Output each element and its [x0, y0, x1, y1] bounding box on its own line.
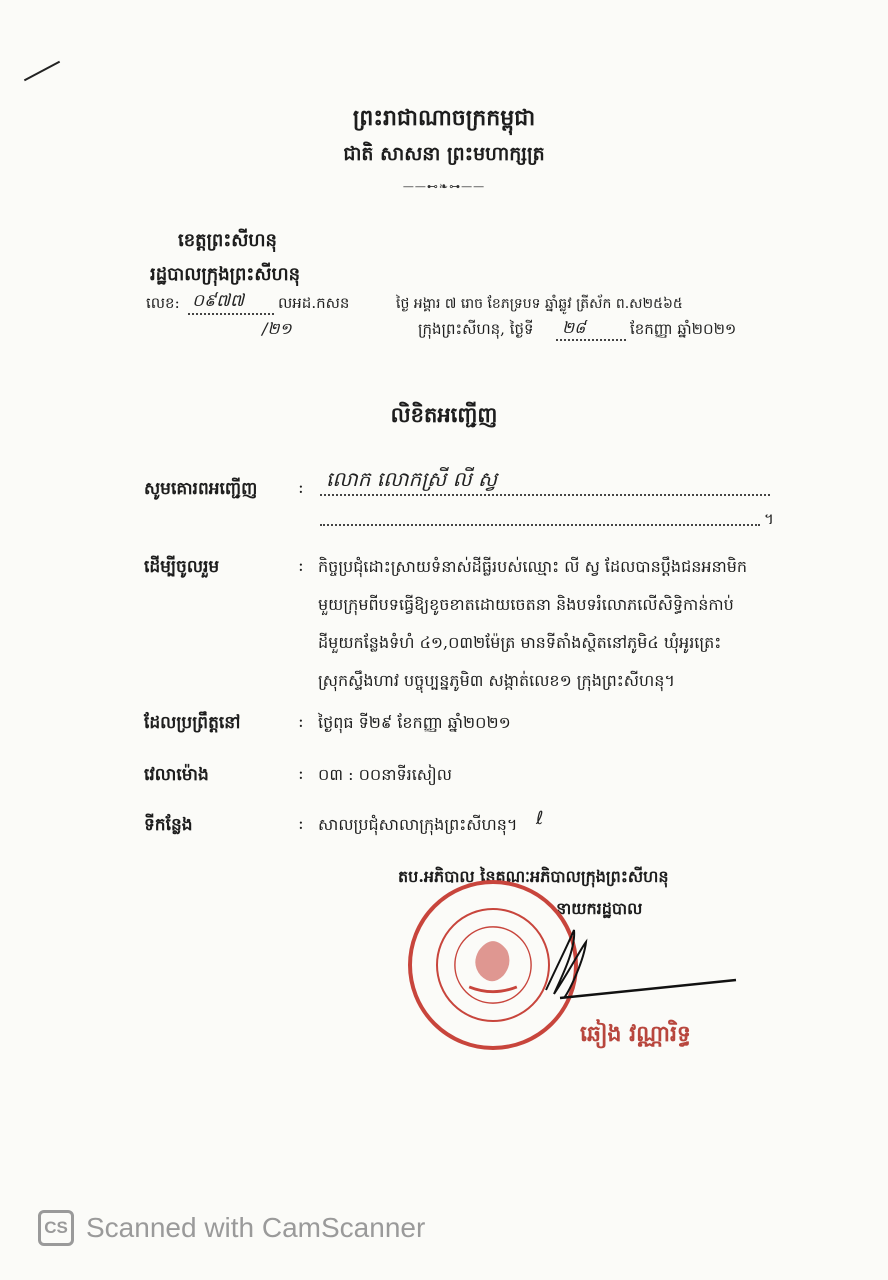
signatory-position: នាយករដ្ឋបាល [556, 899, 643, 918]
place-handwritten-mark: ℓ [536, 808, 544, 829]
purpose-line-4: ស្រុកស្ទឹងហាវ បច្ចុប្បន្នភូមិ៣ សង្កាត់លេខ១ ក្រុងព្រះសីហនុ។ [318, 671, 675, 690]
ref-prefix: លេខ: [146, 294, 180, 312]
time-colon: : [298, 764, 304, 784]
issuer-administration: រដ្ឋបាលក្រុងព្រះសីហនុ [150, 264, 301, 285]
motto: ជាតិ សាសនា ព្រះមហាក្សត្រ [343, 143, 545, 165]
date-colon: : [298, 712, 304, 732]
purpose-line-3: ដីមួយកន្លែងទំហំ ៤១,០៣២ម៉ែត្រ មានទីតាំងស្ថិតនៅភូមិ៤ ឃុំអូរត្រេះ [318, 633, 722, 652]
place-label: ទីកន្លែង [144, 815, 193, 835]
invitee-line-2 [320, 524, 760, 526]
scanner-watermark-text: Scanned with CamScanner [86, 1212, 426, 1243]
invitee-value: លោក លោកស្រី លី ស្វ [326, 467, 498, 491]
kingdom-title: ព្រះរាជាណាចក្រកម្ពុជា [352, 105, 536, 131]
pen-mark [24, 61, 60, 82]
solar-date-suffix: ខែកញ្ញា ឆ្នាំ២០២១ [630, 320, 737, 338]
ref-number: ០៩៧៧ [192, 291, 244, 311]
solar-date-day: ២៨ [562, 318, 586, 337]
issuer-province: ខេត្តព្រះសីហនុ [178, 230, 277, 251]
ornament-divider: ——⊷❧⊶—— [402, 180, 486, 193]
camscanner-logo-icon: CS [38, 1210, 74, 1246]
solar-date-prefix: ក្រុងព្រះសីហនុ, ថ្ងៃទី [418, 320, 534, 338]
place-colon: : [298, 814, 304, 834]
purpose-line-1: កិច្ចប្រជុំដោះស្រាយទំនាស់ដីធ្លីរបស់ឈ្មោះ លី ស្វ ដែលបានប្តឹងជនអនាមិក [318, 557, 748, 576]
invitee-line-1 [320, 494, 770, 496]
lunar-date: ថ្ងៃ អង្គារ ៧ រោច ខែភទ្របទ ឆ្នាំឆ្លូវ ត្រីស័ក ព.ស២៥៦៥ [396, 296, 683, 312]
invitee-end-mark: ។ [764, 510, 774, 528]
ref-suffix: លអដ.កសន [278, 294, 350, 312]
ref-extra: /២១ [262, 319, 292, 338]
time-label: វេលាម៉ោង [144, 765, 209, 785]
purpose-line-2: មួយក្រុមពីបទធ្វើឱ្យខូចខាតដោយចេតនា និងបទរំលោភលើសិទ្ធិកាន់កាប់ [318, 595, 734, 614]
date-value: ថ្ងៃពុធ ទី២៩ ខែកញ្ញា ឆ្នាំ២០២១ [318, 713, 511, 732]
invitee-colon: : [298, 478, 304, 498]
purpose-label: ដើម្បីចូលរួម [144, 557, 220, 577]
invitee-label: សូមគោរពអញ្ជើញ [144, 479, 258, 499]
place-value: សាលប្រជុំសាលាក្រុងព្រះសីហនុ។ [318, 815, 518, 834]
signatory-name: ឆៀង វណ្ណារិទ្ធ [580, 1021, 691, 1047]
handwritten-signature-icon [540, 920, 740, 1010]
signatory-title: តប.អភិបាល នៃគណៈអភិបាលក្រុងព្រះសីហនុ [398, 867, 669, 886]
letter-title: លិខិតអញ្ជើញ [390, 402, 498, 427]
scanner-watermark [38, 1205, 425, 1251]
time-value: ០៣ : ០០នាទីរសៀល [318, 765, 452, 784]
purpose-colon: : [298, 556, 304, 576]
date-label: ដែលប្រព្រឹត្តនៅ [144, 713, 241, 733]
